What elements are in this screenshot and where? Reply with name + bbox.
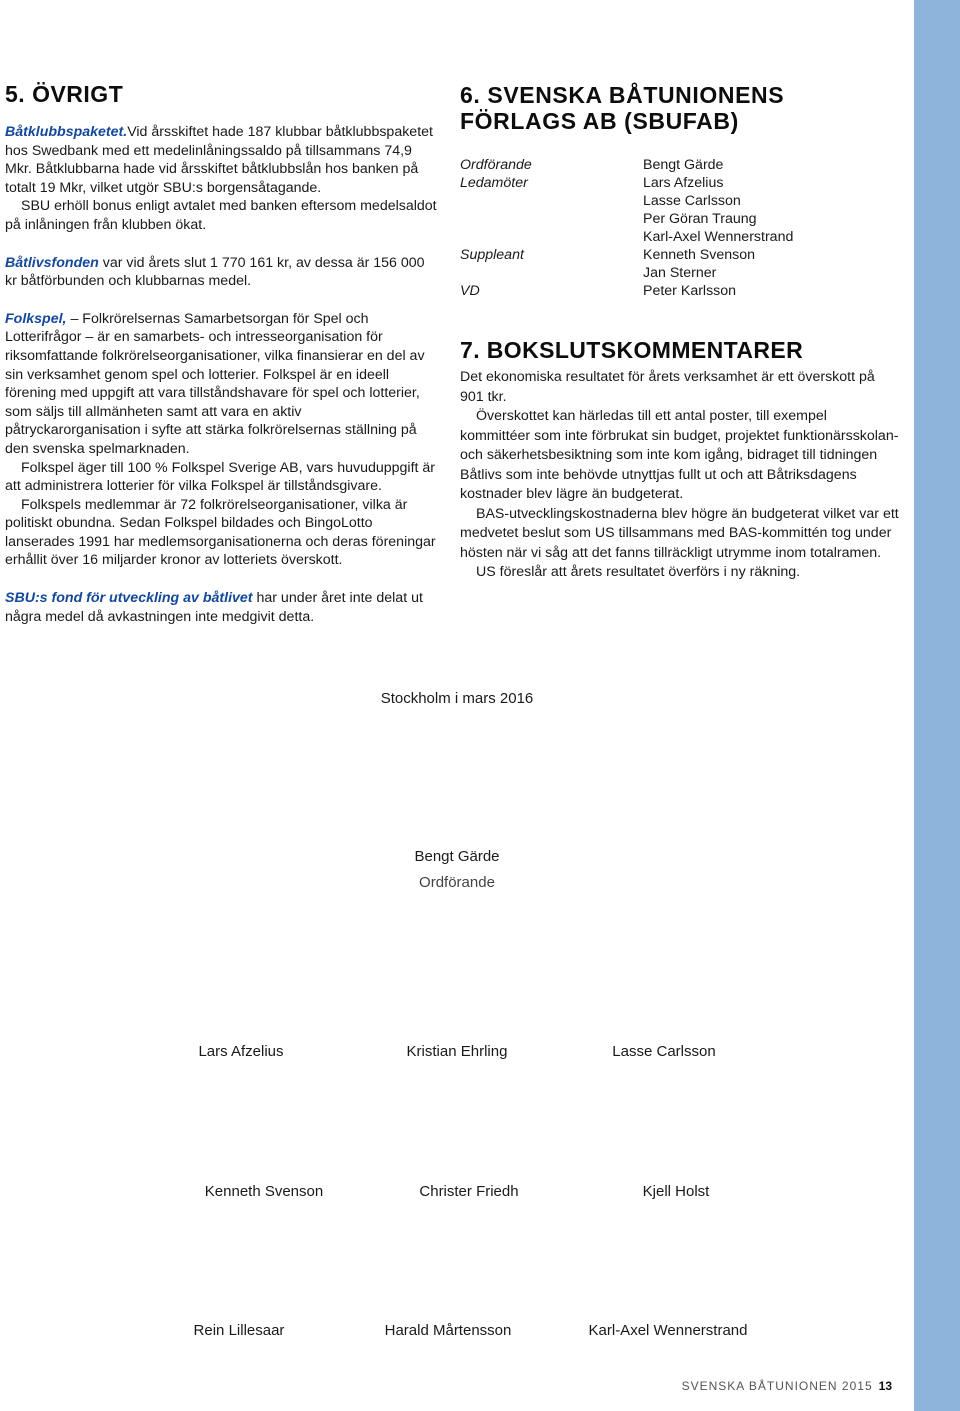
page-number: 13 — [878, 1379, 892, 1393]
role-deputy: Suppleant — [460, 247, 524, 263]
section-7-heading: 7. BOKSLUTSKOMMENTARER — [460, 337, 804, 363]
board-name: Karl-Axel Wennerstrand — [643, 229, 794, 245]
signatory-name: Kjell Holst — [642, 1183, 710, 1200]
role-members: Ledamöter — [460, 175, 528, 191]
text-sbu-fond: har under året inte delat ut några medel då avkastningen inte medgivit detta. — [5, 590, 423, 625]
paragraph-surplus: Överskottet kan härledas till ett antal poster, till exempel kommittéer som inte förbrukat sin budget, projektet funktionärsskolan- och säkerhetsbesiktning som inte kom igång, bidraget till tidningen Båtlivs som inte behövde utnyttjas fullt ut och att Båtriksdagens kostnader blev lägre än budgeterat. — [460, 408, 899, 502]
board-name: Lars Afzelius — [643, 175, 724, 191]
signatory-name: Karl-Axel Wennerstrand — [588, 1322, 748, 1339]
signatory-name: Lars Afzelius — [198, 1043, 284, 1060]
text-batlivsfonden: var vid årets slut 1 770 161 kr, av dessa är 156 000 kr båtförbunden och klubbarnas medel. — [5, 254, 425, 290]
board-name: Jan Sterner — [643, 265, 717, 281]
signatory-name: Lasse Carlsson — [612, 1043, 716, 1060]
board-list — [460, 156, 900, 304]
board-name: Lasse Carlsson — [643, 193, 741, 209]
paragraph-bonus: SBU erhöll bonus enligt avtalet med banken eftersom medelsaldot på inlåningen från klubben ökat. — [5, 198, 437, 233]
signatory-name: Kristian Ehrling — [406, 1043, 508, 1060]
signatory-name: Rein Lillesaar — [193, 1322, 285, 1339]
paragraph-folkspel-members: Folkspels medlemmar är 72 folkrörelseorganisationer, vilka är politiskt obundna. Sedan Folkspel bildades och BingoLotto lanserades 1991 har medlemsorganisationerna och deras föreningar erhållit över 16 miljarder kronor av lotteriets överskott. — [5, 496, 436, 569]
text-batklubbspaketet: Vid årsskiftet hade 187 klubbar båtklubbspaketet hos Swedbank med ett medelinlåningssaldo på tillsammans 74,9 Mkr. Båtklubbarna hade vid årsskiftet båtklubbslån hos banken på totalt 19 Mkr, vilket utgör SBU:s borgensåtagande. — [5, 124, 433, 196]
signatory-name: Christer Friedh — [419, 1183, 519, 1200]
signatory-name: Kenneth Svenson — [204, 1183, 324, 1200]
place-date: Stockholm i mars 2016 — [380, 690, 534, 707]
paragraph-folkspel — [5, 310, 437, 459]
text-folkspel: – Folkrörelsernas Samarbetsorgan för Spel och Lotterifrågor – är en samarbets- och intresseorganisation för riksomfattande folkrörelseorganisationer, vilka finansierar en del av sin verksamhet genom spel och lotterier. Folkspel är en ideell förening med uppgift att vara tillståndshavare för spel och lotterier, som säljs till allmänheten samt att vara en aktiv påtryckarorganisation i syfte att stärka folkrörelsernas ställning på den svenska spelmarknaden. — [5, 310, 425, 457]
board-name: Bengt Gärde — [643, 157, 724, 173]
board-name: Kenneth Svenson — [643, 247, 756, 263]
paragraph-batklubbspaketet — [5, 123, 437, 197]
paragraph-result: Det ekonomiska resultatet för årets verksamhet är ett överskott på 901 tkr. — [460, 369, 875, 405]
lead-batklubbspaketet: Båtklubbspaketet. — [5, 124, 128, 140]
page-footer — [682, 1379, 892, 1393]
section-6-heading — [460, 82, 900, 134]
section-6-heading-line2: FÖRLAGS AB (SBUFAB) — [460, 108, 739, 134]
signatory-chair-title: Ordförande — [419, 874, 495, 891]
paragraph-batlivsfonden — [5, 254, 437, 291]
left-column — [5, 80, 437, 626]
lead-batlivsfonden: Båtlivsfonden — [5, 254, 99, 271]
lead-sbu-fond: SBU:s fond för utveckling av båtlivet — [5, 590, 253, 607]
board-name: Per Göran Traung — [643, 211, 757, 227]
paragraph-sbu-fond — [5, 589, 437, 626]
paragraph-proposal: US föreslår att årets resultatet överförs i ny räkning. — [476, 564, 801, 580]
section-6-heading-line1: 6. SVENSKA BÅTUNIONENS — [460, 82, 785, 108]
signatory-name: Harald Mårtensson — [384, 1322, 512, 1339]
paragraph-folkspel-ownership: Folkspel äger till 100 % Folkspel Sverige AB, vars huvuduppgift är att administrera lotterier för vilka Folkspel är tillståndsgivare. — [5, 459, 436, 495]
section-5-heading: 5. ÖVRIGT — [5, 81, 124, 107]
footer-publication: SVENSKA BÅTUNIONEN 2015 — [681, 1379, 873, 1393]
signatory-chair-name: Bengt Gärde — [414, 848, 500, 865]
role-ceo: VD — [460, 283, 480, 299]
side-color-stripe — [914, 0, 960, 1411]
role-chair: Ordförande — [460, 157, 532, 173]
right-column — [460, 82, 900, 583]
paragraph-bas-costs: BAS-utvecklingskostnaderna blev högre än budgeterat vilket var ett medvetet beslut som US tillsammans med BAS-kommittén tog under hösten när vi såg att det fanns tillräckligt utrymme inom totalramen. — [460, 505, 899, 561]
board-name: Peter Karlsson — [643, 283, 737, 299]
lead-folkspel: Folkspel, — [5, 310, 67, 327]
